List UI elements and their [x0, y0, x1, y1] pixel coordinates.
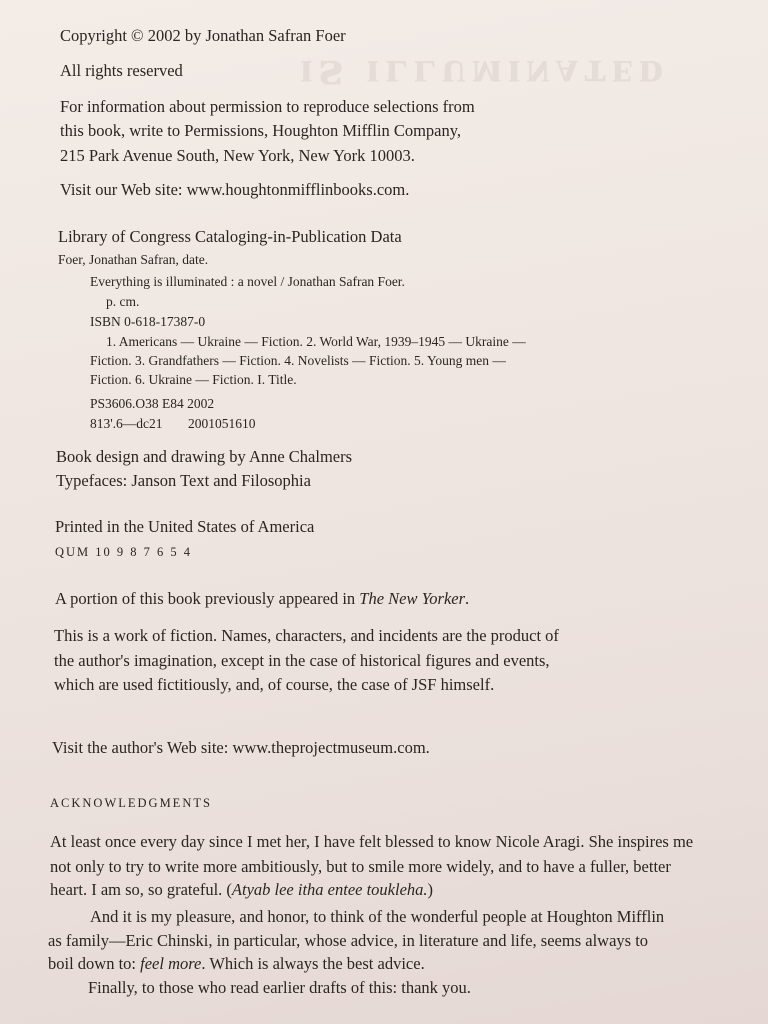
show-through-text: ɪꜱ ɪʟʟᴜᴍɪɴᴀᴛᴇᴅ	[300, 51, 671, 100]
cip-heading: Library of Congress Cataloging-in-Publication Data	[58, 227, 402, 246]
new-yorker-suffix: .	[465, 589, 470, 608]
cip-author: Foer, Jonathan Safran, date.	[58, 252, 209, 267]
ack-line: At least once every day since I met her, I have felt blessed to know Nicole Aragi. She inspires me	[50, 832, 694, 851]
cip-lccn: 2001051610	[188, 416, 256, 431]
printed-in: Printed in the United States of America	[55, 517, 315, 536]
copyright-line: Copyright © 2002 by Jonathan Safran Foer	[60, 26, 346, 45]
fiction-disclaimer: which are used fictitiously, and, of course, the case of JSF himself.	[54, 675, 495, 694]
cip-classification: PS3606.O38 E84 2002	[90, 396, 215, 411]
new-yorker-prefix: A portion of this book previously appeared in	[55, 589, 360, 608]
ack-line: Finally, to those who read earlier drafts of this: thank you.	[88, 978, 471, 997]
cip-pages: p. cm.	[106, 294, 140, 309]
ack-text: )	[427, 880, 434, 899]
cip-subjects: 1. Americans — Ukraine — Fiction. 2. World War, 1939–1945 — Ukraine —	[106, 334, 526, 349]
design-credit: Book design and drawing by Anne Chalmers	[56, 447, 353, 466]
permission-line: 215 Park Avenue South, New York, New York 10003.	[60, 146, 415, 165]
cip-subjects: Fiction. 6. Ukraine — Fiction. I. Title.	[90, 372, 297, 387]
ack-line: not only to try to write more ambitiously, but to smile more widely, and to have a fuller, better	[50, 857, 671, 876]
ack-line	[48, 954, 425, 974]
publisher-website: Visit our Web site: www.houghtonmifflinbooks.com.	[60, 180, 410, 199]
author-website: Visit the author's Web site: www.theprojectmuseum.com.	[52, 738, 430, 757]
acknowledgments-heading: ACKNOWLEDGMENTS	[50, 796, 212, 810]
cip-subjects: Fiction. 3. Grandfathers — Fiction. 4. Novelists — Fiction. 5. Young men —	[90, 353, 506, 368]
fiction-disclaimer: This is a work of fiction. Names, characters, and incidents are the product of	[54, 626, 559, 645]
fiction-disclaimer: the author's imagination, except in the case of historical figures and events,	[54, 651, 550, 670]
printing-line: QUM 10 9 8 7 6 5 4	[55, 545, 193, 559]
ack-text: boil down to:	[48, 954, 141, 973]
cip-dewey: 813'.6—dc21	[90, 416, 163, 431]
ack-emphasis: feel more	[140, 954, 202, 973]
new-yorker-note	[55, 589, 469, 609]
ack-arabic-phrase: Atyab lee itha entee toukleha.	[231, 880, 428, 899]
ack-text: heart. I am so, so grateful. (	[50, 880, 232, 899]
cip-isbn: ISBN 0-618-17387-0	[90, 314, 206, 329]
new-yorker-title: The New Yorker	[359, 589, 466, 608]
rights-line: All rights reserved	[60, 61, 183, 80]
ack-text: . Which is always the best advice.	[201, 954, 425, 973]
cip-title: Everything is illuminated : a novel / Jonathan Safran Foer.	[90, 274, 405, 289]
ack-line	[50, 880, 433, 900]
ack-line: as family—Eric Chinski, in particular, whose advice, in literature and life, seems always to	[48, 931, 649, 950]
ack-line: And it is my pleasure, and honor, to think of the wonderful people at Houghton Mifflin	[90, 907, 665, 926]
permission-line: For information about permission to reproduce selections from	[60, 97, 475, 116]
permission-line: this book, write to Permissions, Houghton Mifflin Company,	[60, 121, 462, 140]
typefaces-credit: Typefaces: Janson Text and Filosophia	[56, 471, 311, 490]
